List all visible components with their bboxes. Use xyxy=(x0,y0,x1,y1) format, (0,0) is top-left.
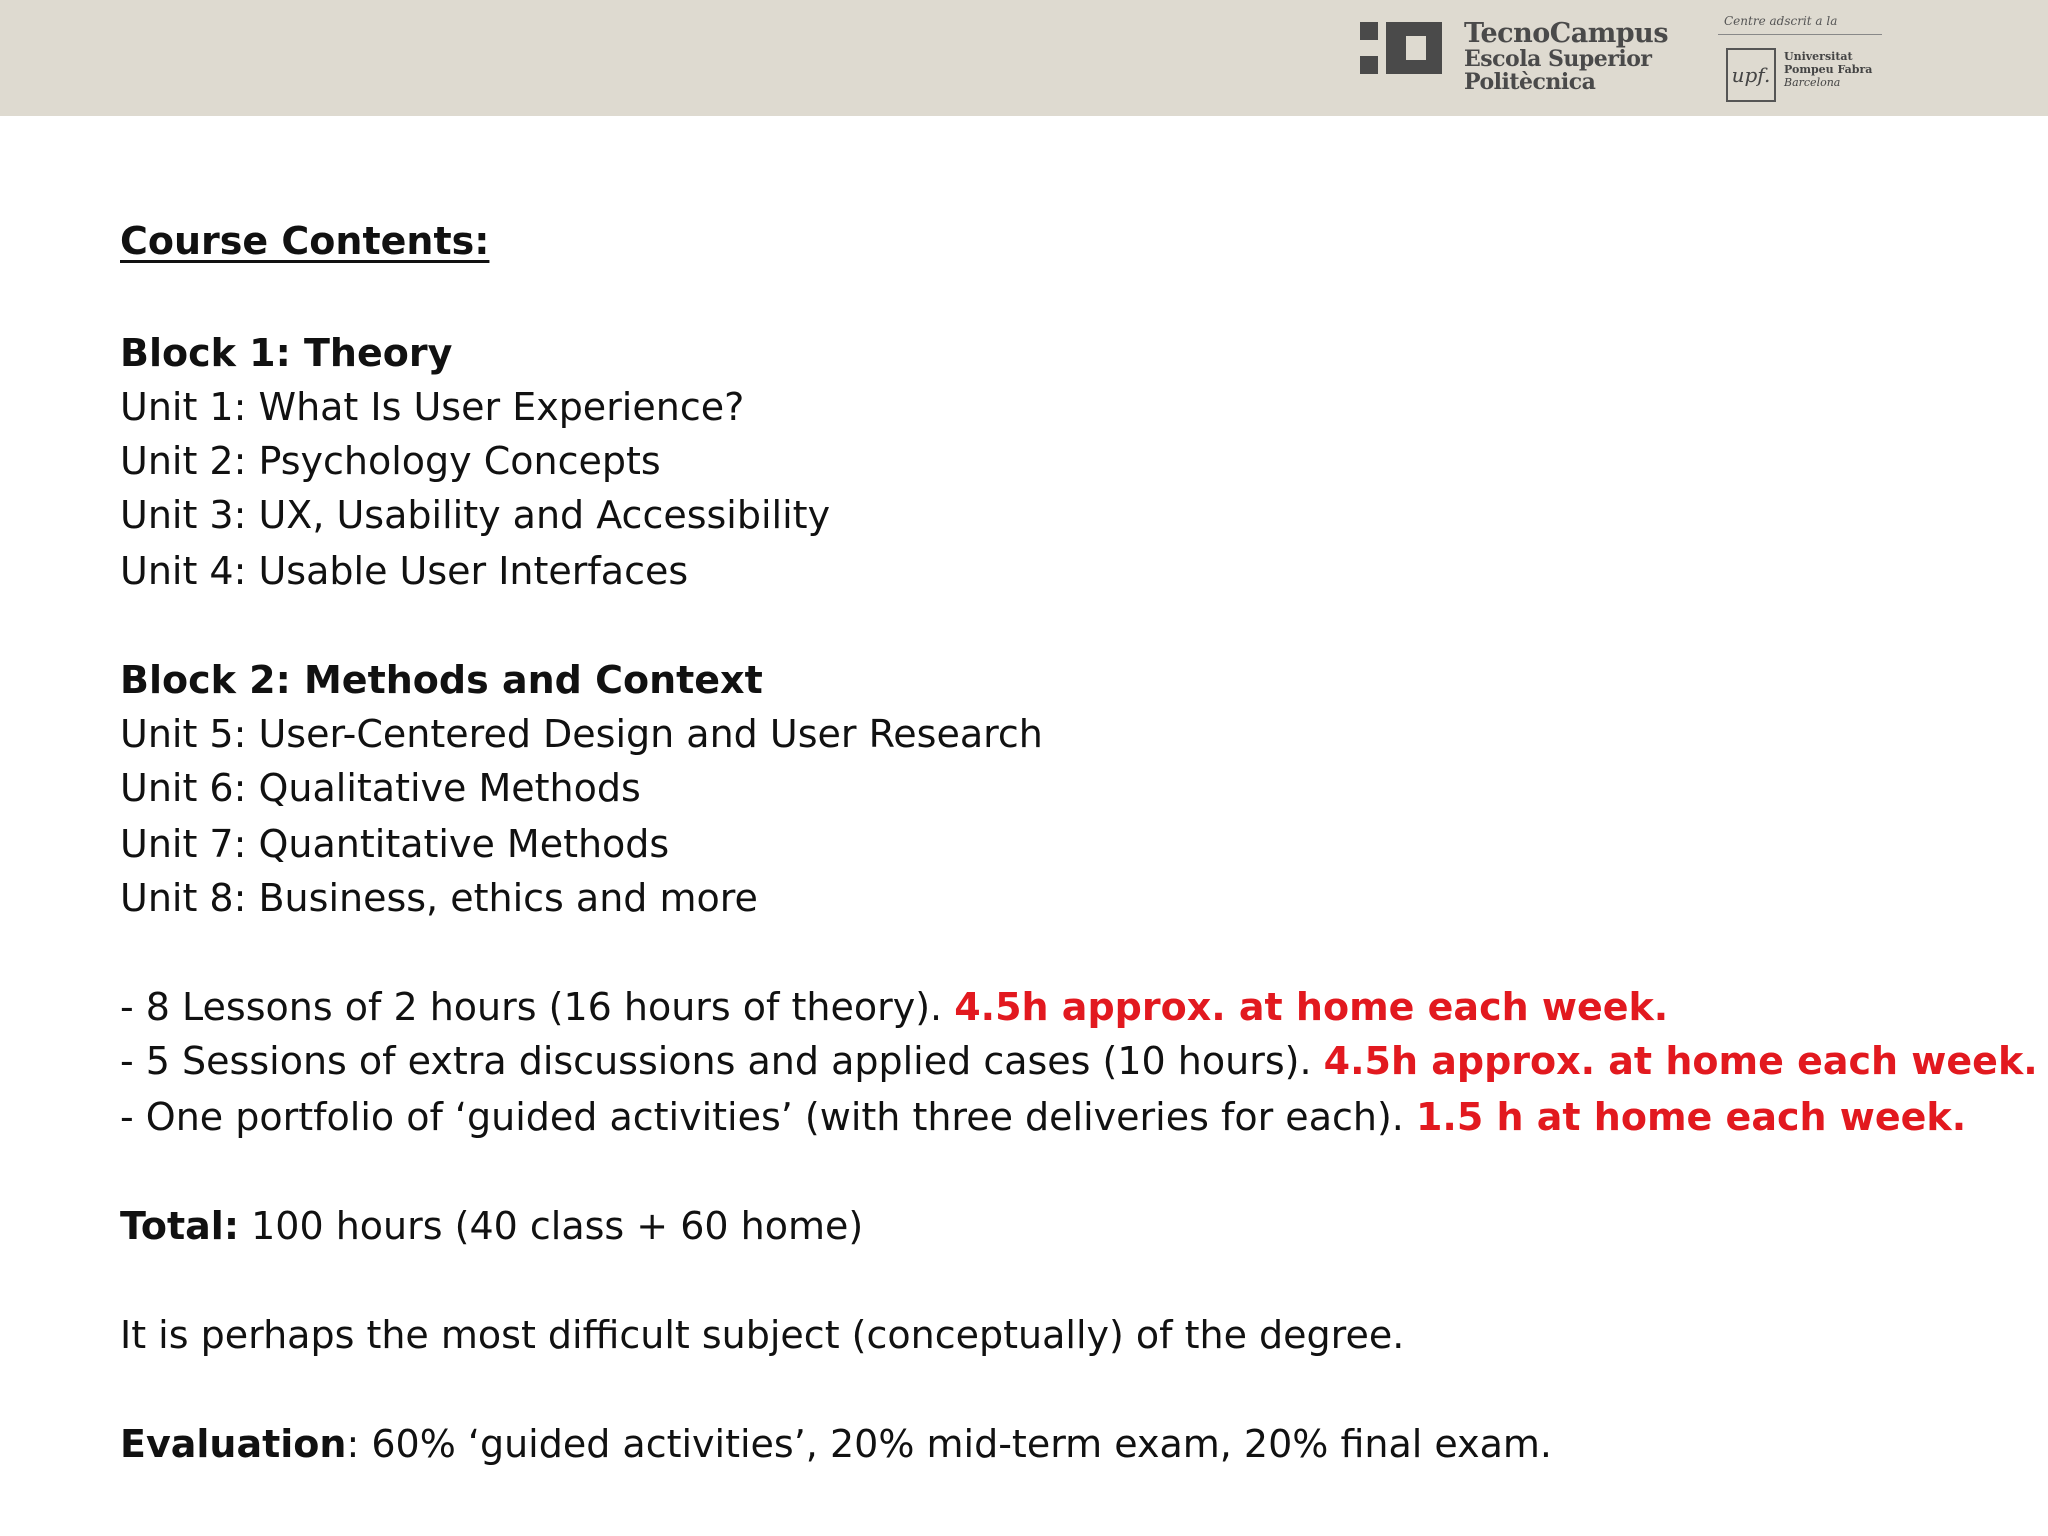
upf-name-line1: Universitat xyxy=(1784,50,1853,63)
unit-item: Unit 5: User-Centered Design and User Research xyxy=(120,712,1043,756)
evaluation-value: : 60% ‘guided activities’, 20% mid-term exam, 20% final exam. xyxy=(346,1422,1552,1466)
tecnocampus-line1: TecnoCampus xyxy=(1464,18,1669,49)
evaluation-line xyxy=(120,1422,1552,1466)
unit-item: Unit 1: What Is User Experience? xyxy=(120,385,745,429)
upf-mark-icon: upf. xyxy=(1726,48,1776,102)
session-line xyxy=(120,985,1669,1029)
unit-item: Unit 4: Usable User Interfaces xyxy=(120,549,689,593)
session-text: - One portfolio of ‘guided activities’ (with three deliveries for each). xyxy=(120,1095,1416,1139)
unit-item: Unit 7: Quantitative Methods xyxy=(120,822,670,866)
block2-heading: Block 2: Methods and Context xyxy=(120,658,763,702)
unit-item: Unit 6: Qualitative Methods xyxy=(120,766,641,810)
upf-divider xyxy=(1718,34,1882,35)
session-highlight: 1.5 h at home each week. xyxy=(1415,1095,1967,1139)
tecnocampus-line3: Politècnica xyxy=(1464,69,1596,96)
unit-item: Unit 3: UX, Usability and Accessibility xyxy=(120,493,831,537)
session-highlight: 4.5h approx. at home each week. xyxy=(954,985,1669,1029)
tecnocampus-line2: Escola Superior xyxy=(1464,46,1652,73)
session-text: - 5 Sessions of extra discussions and applied cases (10 hours). xyxy=(120,1039,1324,1083)
total-value: 100 hours (40 class + 60 home) xyxy=(239,1204,864,1248)
upf-name-line2: Pompeu Fabra xyxy=(1784,63,1873,77)
upf-name-line3: Barcelona xyxy=(1784,76,1841,90)
block1-heading: Block 1: Theory xyxy=(120,331,453,375)
total-line xyxy=(120,1204,864,1248)
header-band xyxy=(0,0,2048,116)
evaluation-label: Evaluation xyxy=(120,1422,347,1466)
slide-title: Course Contents: xyxy=(120,219,490,263)
tecnocampus-mark-icon xyxy=(1360,22,1444,78)
tecnocampus-wordmark xyxy=(1464,20,1668,95)
unit-item: Unit 2: Psychology Concepts xyxy=(120,439,661,483)
unit-item: Unit 8: Business, ethics and more xyxy=(120,876,758,920)
upf-caption: Centre adscrit a la xyxy=(1724,14,1838,28)
session-text: - 8 Lessons of 2 hours (16 hours of theory). xyxy=(120,985,955,1029)
session-line xyxy=(120,1039,2038,1083)
tecnocampus-logo xyxy=(1360,20,1680,100)
upf-logo xyxy=(1718,14,1888,104)
difficulty-note: It is perhaps the most difficult subject (conceptually) of the degree. xyxy=(120,1313,1405,1357)
session-highlight: 4.5h approx. at home each week. xyxy=(1323,1039,2038,1083)
session-line xyxy=(120,1095,1967,1139)
upf-name xyxy=(1784,50,1872,90)
total-label: Total: xyxy=(120,1204,240,1248)
